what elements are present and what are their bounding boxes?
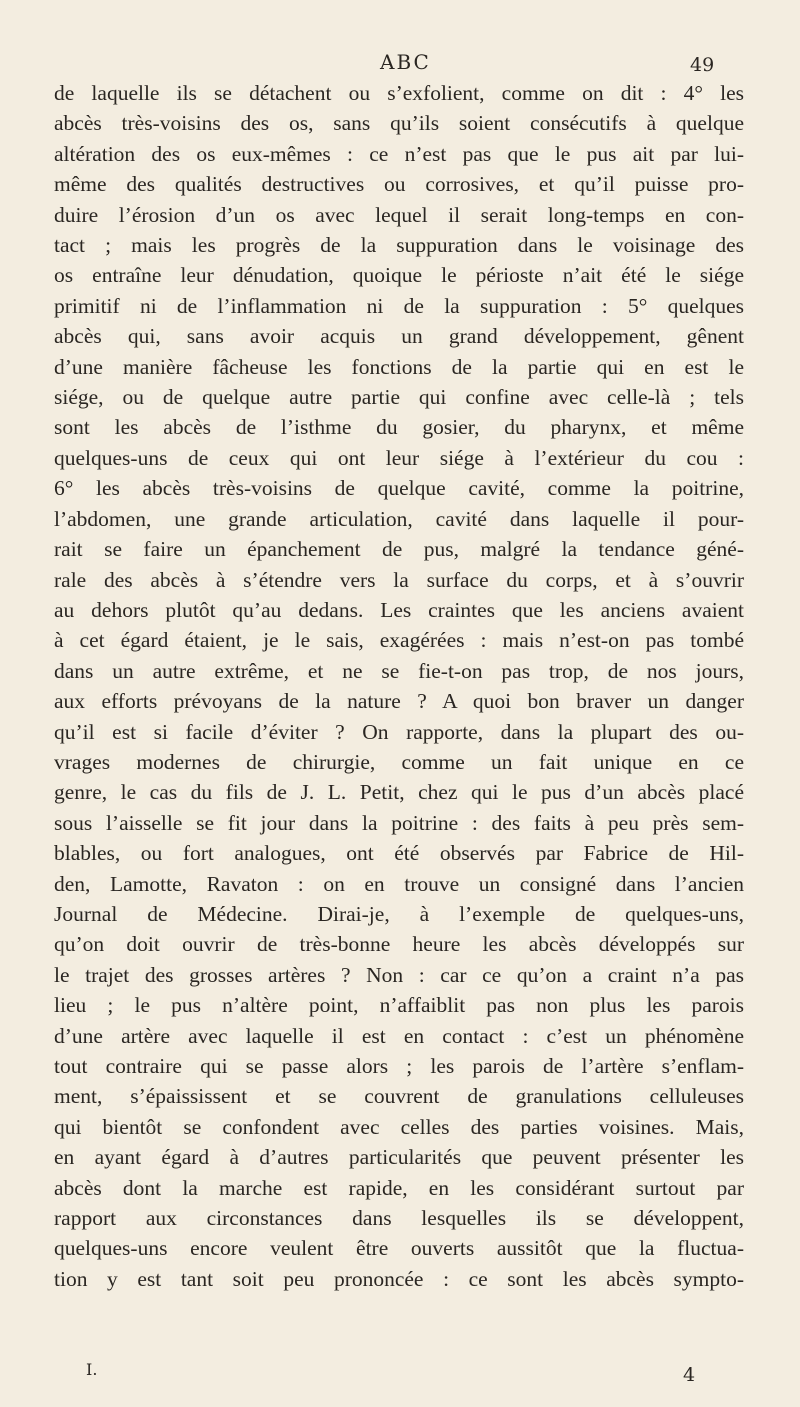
- text-line: os entraîne leur dénudation, quoique le périoste n’ait été le siége: [54, 263, 744, 288]
- text-line: qu’on doit ouvrir de très-bonne heure les abcès développés sur: [54, 932, 744, 957]
- text-line: rait se faire un épanchement de pus, malgré la tendance géné-: [54, 537, 744, 562]
- text-line: sous l’aisselle se fit jour dans la poitrine : des faits à peu près sem-: [54, 810, 744, 835]
- signature-mark: I.: [86, 1360, 98, 1379]
- text-line: primitif ni de l’inflammation ni de la suppuration : 5° quelques: [54, 293, 744, 318]
- text-line: d’une manière fâcheuse les fonctions de la partie qui en est le: [54, 354, 744, 379]
- text-line: tion y est tant soit peu prononcée : ce sont les abcès sympto-: [54, 1266, 744, 1291]
- text-line: Journal de Médecine. Dirai-je, à l’exemple de quelques-uns,: [54, 901, 744, 926]
- text-line: tact ; mais les progrès de la suppuration dans le voisinage des: [54, 233, 744, 258]
- signature-number: 4: [683, 1364, 696, 1386]
- text-line: abcès qui, sans avoir acquis un grand développement, gênent: [54, 324, 744, 349]
- text-line: quelques-uns de ceux qui ont leur siége à l’extérieur du cou :: [54, 445, 744, 470]
- text-line: d’une artère avec laquelle il est en contact : c’est un phénomène: [54, 1023, 744, 1048]
- text-line: même des qualités destructives ou corrosives, et qu’il puisse pro-: [54, 172, 744, 197]
- text-line: duire l’érosion d’un os avec lequel il serait long-temps en con-: [54, 202, 744, 227]
- text-line: rapport aux circonstances dans lesquelles ils se développent,: [54, 1206, 744, 1231]
- text-line: siége, ou de quelque autre partie qui confine avec celle-là ; tels: [54, 385, 744, 410]
- text-line: aux efforts prévoyans de la nature ? A quoi bon braver un danger: [54, 689, 744, 714]
- text-line: quelques-uns encore veulent être ouverts aussitôt que la fluctua-: [54, 1236, 744, 1261]
- text-line: le trajet des grosses artères ? Non : car ce qu’on a craint n’a pas: [54, 962, 744, 987]
- text-line: dans un autre extrême, et ne se fie-t-on pas trop, de nos jours,: [54, 658, 744, 683]
- text-line: au dehors plutôt qu’au dedans. Les craintes que les anciens avaient: [54, 597, 744, 622]
- text-line: blables, ou fort analogues, ont été observés par Fabrice de Hil-: [54, 841, 744, 866]
- text-line: de laquelle ils se détachent ou s’exfolient, comme on dit : 4° les: [54, 81, 744, 105]
- text-line: abcès dont la marche est rapide, en les considérant surtout par: [54, 1175, 744, 1200]
- text-line: lieu ; le pus n’altère point, n’affaiblit pas non plus les parois: [54, 993, 744, 1018]
- text-line: rale des abcès à s’étendre vers la surface du corps, et à s’ouvrir: [54, 567, 744, 592]
- text-line: den, Lamotte, Ravaton : on en trouve un consigné dans l’ancien: [54, 871, 744, 896]
- page-footer: [0, 1360, 800, 1390]
- text-line: altération des os eux-mêmes : ce n’est pas que le pus ait par lui-: [54, 141, 744, 166]
- body-text: [54, 78, 744, 1294]
- text-line: à cet égard étaient, je le sais, exagérées : mais n’est-on pas tombé: [54, 628, 744, 653]
- text-line: sont les abcès de l’isthme du gosier, du pharynx, et même: [54, 415, 744, 440]
- text-line: abcès très-voisins des os, sans qu’ils soient consécutifs à quelque: [54, 111, 744, 136]
- text-line: ment, s’épaississent et se couvrent de granulations celluleuses: [54, 1084, 744, 1109]
- running-title: ABC: [380, 50, 431, 74]
- page-number: 49: [690, 54, 715, 76]
- text-line: 6° les abcès très-voisins de quelque cavité, comme la poitrine,: [54, 476, 744, 501]
- text-line: tout contraire qui se passe alors ; les parois de l’artère s’enflam-: [54, 1054, 744, 1078]
- text-line: qu’il est si facile d’éviter ? On rapporte, dans la plupart des ou-: [54, 719, 744, 744]
- text-line: vrages modernes de chirurgie, comme un fait unique en ce: [54, 749, 744, 774]
- text-line: genre, le cas du fils de J. L. Petit, chez qui le pus d’un abcès placé: [54, 780, 744, 805]
- text-line: l’abdomen, une grande articulation, cavité dans laquelle il pour-: [54, 506, 744, 531]
- text-line: en ayant égard à d’autres particularités que peuvent présenter les: [54, 1145, 744, 1170]
- text-line: qui bientôt se confondent avec celles des parties voisines. Mais,: [54, 1114, 744, 1139]
